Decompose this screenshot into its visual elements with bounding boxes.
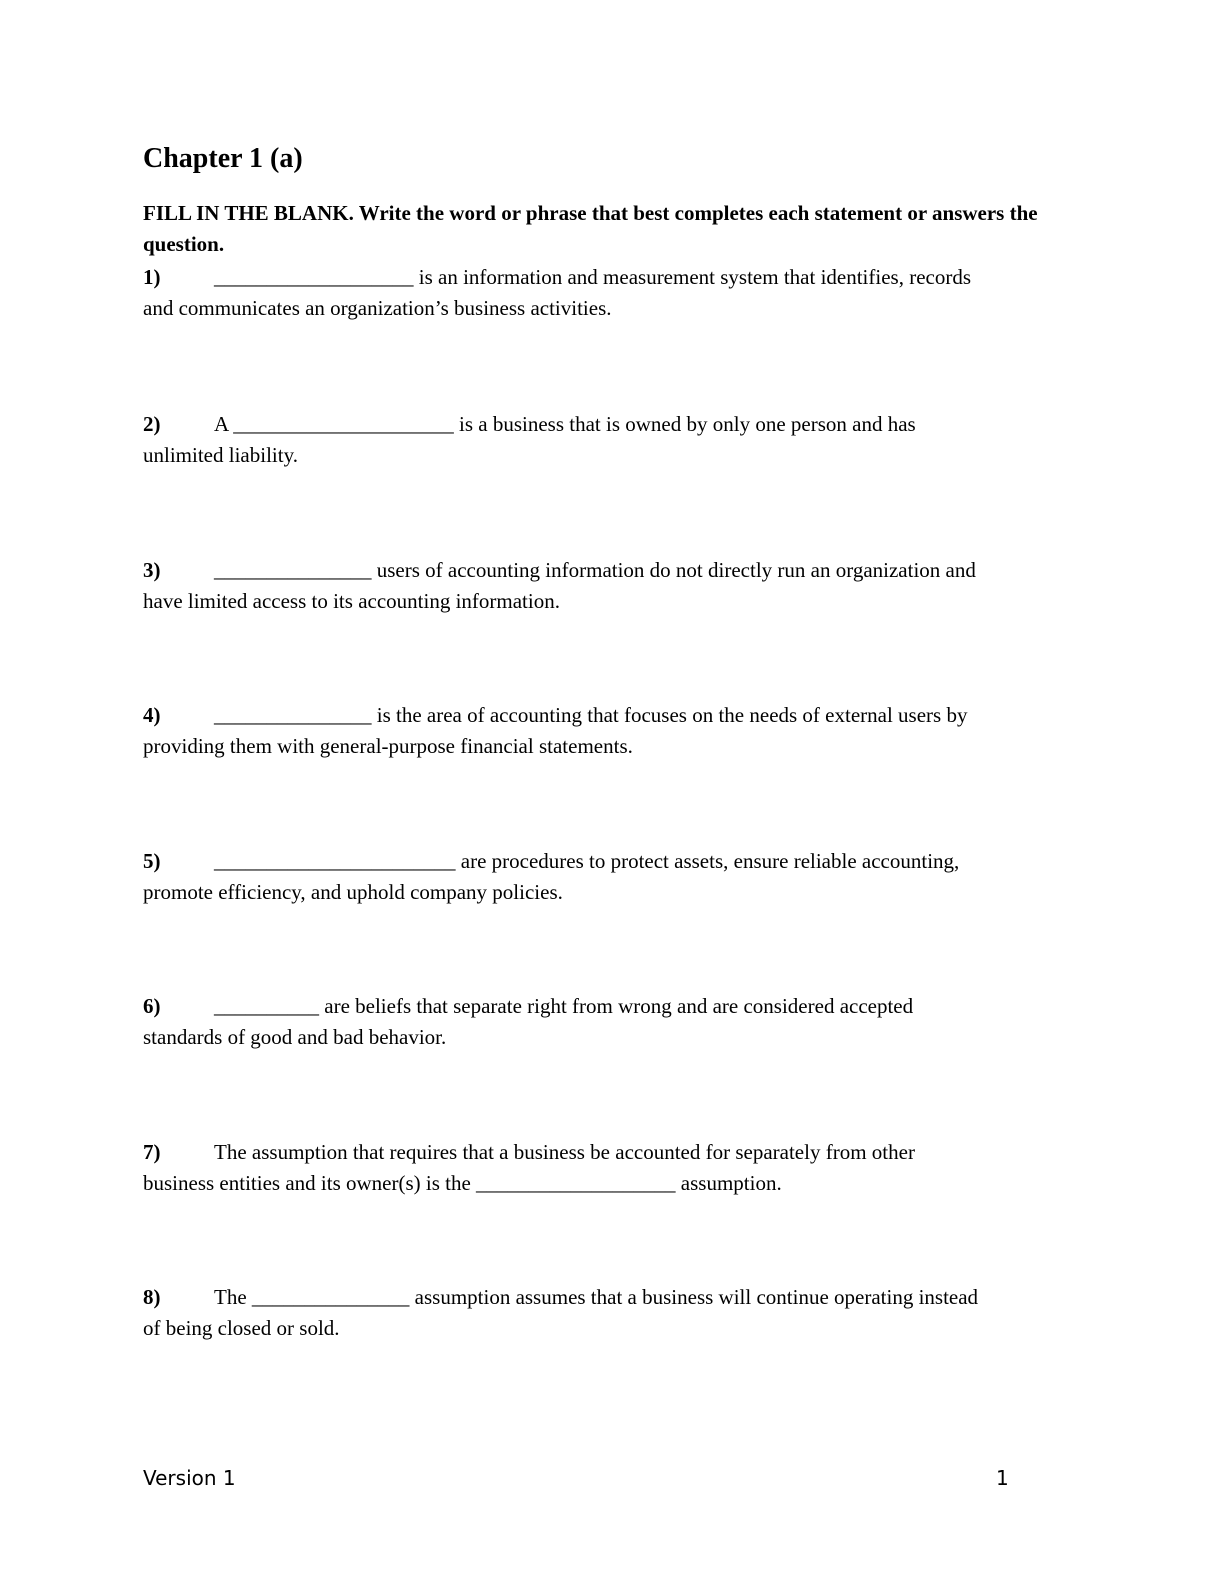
question-4 [143,700,1083,762]
page-title: Chapter 1 (a) [143,143,303,174]
question-number: 3) [143,558,161,582]
footer-version: Version 1 [143,1466,236,1490]
question-number: 7) [143,1140,161,1164]
question-text-line-2: unlimited liability. [143,443,298,467]
question-3 [143,555,1083,617]
question-number: 6) [143,994,161,1018]
question-text-line-1: A _____________________ is a business that is owned by only one person and has [214,412,916,436]
question-text-line-2: of being closed or sold. [143,1316,340,1340]
question-2 [143,409,1083,471]
question-text-line-1: The _______________ assumption assumes that a business will continue operating instead [214,1285,979,1309]
question-text-line-1: The assumption that requires that a business be accounted for separately from other [214,1140,915,1164]
question-text-line-2: providing them with general-purpose financial statements. [143,734,633,758]
question-text-line-2: and communicates an organization’s business activities. [143,296,612,320]
question-number: 2) [143,412,161,436]
question-number: 8) [143,1285,161,1309]
question-text-line-1: ___________________ is an information and measurement system that identifies, records [214,265,972,289]
footer-page-number: 1 [996,1466,1009,1490]
question-6 [143,991,1083,1053]
question-text-line-1: __________ are beliefs that separate right from wrong and are considered accepted [214,994,914,1018]
question-text-line-2: have limited access to its accounting information. [143,589,560,613]
question-7 [143,1137,1083,1199]
question-5 [143,846,1083,908]
question-8 [143,1282,1083,1344]
question-text-line-1: _______________________ are procedures to protect assets, ensure reliable accounting, [214,849,960,873]
question-1 [143,262,1083,324]
question-text-line-2: business entities and its owner(s) is the ___________________ assumption. [143,1171,782,1195]
question-number: 1) [143,265,161,289]
question-text-line-2: standards of good and bad behavior. [143,1025,447,1049]
question-number: 5) [143,849,161,873]
instructions: FILL IN THE BLANK. Write the word or phrase that best completes each statement or answers the question. [143,201,1038,256]
question-text-line-1: _______________ is the area of accounting that focuses on the needs of external users by [214,703,968,727]
question-text-line-2: promote efficiency, and uphold company policies. [143,880,563,904]
question-text-line-1: _______________ users of accounting information do not directly run an organization and [214,558,976,582]
question-number: 4) [143,703,161,727]
